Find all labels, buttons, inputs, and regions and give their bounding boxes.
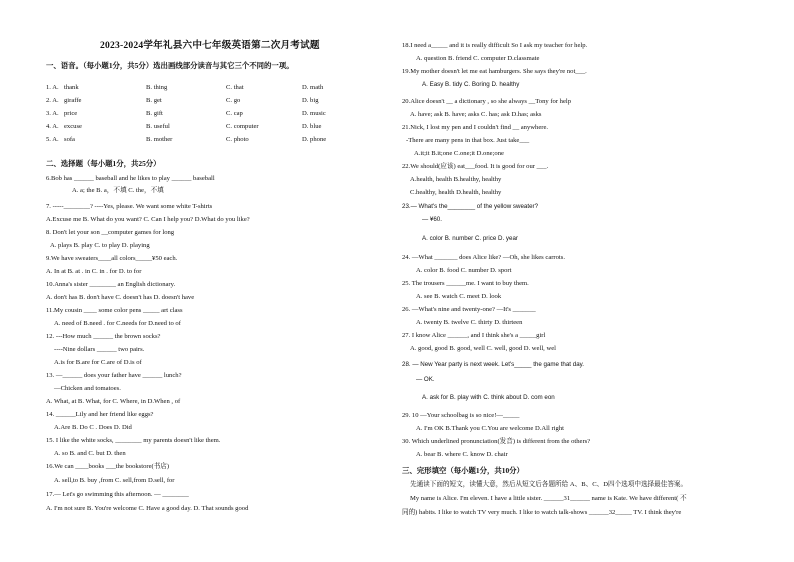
question-line: 6.Bob has ______ baseball and he likes to play ______ baseball <box>46 175 215 182</box>
question-line: A. so B. and C. but D. then <box>54 450 126 457</box>
question-line: -There are many pens in that box. Just take___ <box>406 137 530 144</box>
question-line: 27. I know Alice ______, and I think she's a _____girl <box>402 332 546 339</box>
passage-line: My name is Alice. I'm eleven. I have a little sister. ______31______ name is Kate. We have different( 不 <box>410 495 687 502</box>
passage-line: 同的) habits. I like to watch TV very much. I like to watch talk-shows ______32_____ TV. I think they're <box>402 509 682 516</box>
question-line: — ¥60. <box>422 216 442 223</box>
question-line: A. In at B. at . in C. in . for D. to for <box>46 268 142 275</box>
question-line: 9.We have sweaters____all colors_____¥50 each. <box>46 255 178 262</box>
question-line: A.it;it B.it;one C.one;it D.one;one <box>414 150 504 157</box>
question-line: A. see B. watch C. meet D. look <box>416 293 502 300</box>
question-line: A.is for B.are for C.are of D.is of <box>54 359 142 366</box>
section-1-heading: 一、语音。（每小题1分，共5分）选出画线部分读音与其它三个不同的一项。 <box>46 61 294 70</box>
passage-instruction: 先通读下面的短文，读懂大意，然后从短文后各题所给 A、B、C、D四个选项中选择最佳答案。 <box>410 481 688 488</box>
question-line: —Chicken and tomatoes. <box>54 385 121 392</box>
question-line: 28. — New Year party is next week. Let's_____ the game that day. <box>402 361 584 368</box>
question-line: 20.Alice doesn't __ a dictionary , so she always __Tony for help <box>402 98 572 105</box>
question-line: 19.My mother doesn't let me eat hamburgers. She says they're not___. <box>402 68 587 75</box>
question-line: 12. ---How much ______ the brown socks? <box>46 333 161 340</box>
question-line: A. twenty B. twelve C. thirty D. thirteen <box>416 319 523 326</box>
question-line: A.health, health B.healthy, healthy <box>410 176 502 183</box>
question-line: A. What, at B. What, for C. Where, in D.When , of <box>46 398 181 405</box>
question-line: A. color B. number C. price D. year <box>422 235 518 242</box>
question-line: 24. —What _______ does Alice like? —Oh, she likes carrots. <box>402 254 565 261</box>
question-line: A. need of B.need . for C.needs for D.need to of <box>54 320 181 327</box>
question-line: 14. ______Lily and her friend like eggs? <box>46 411 154 418</box>
question-line: 17.— Let's go swimming this afternoon. — ________ <box>46 491 189 498</box>
section-2-heading: 二、选择题（每小题1分，共25分） <box>46 159 161 168</box>
question-line: A. plays B. play C. to play D. playing <box>50 242 150 249</box>
question-line: 30. Which underlined pronunciation(发音) is different from the others? <box>402 438 591 445</box>
question-line: 23.— What's the________ of the yellow sweater? <box>402 203 539 210</box>
question-line: A. I'm OK B.Thank you C.You are welcome D.All right <box>416 425 564 432</box>
section-3-heading: 三、完形填空（每小题1分，共10分） <box>402 466 524 475</box>
question-line: 18.I need a_____ and it is really difficult So I ask my teacher for help. <box>402 42 588 49</box>
question-line: A. good, good B. good, well C. well, good D. well, wel <box>410 345 556 352</box>
question-line: A. color B. food C. number D. sport <box>416 267 512 274</box>
question-line: A. have; ask B. have; asks C. has; ask D.has; asks <box>410 111 542 118</box>
question-line: 13. —______ does your father have ______ lunch? <box>46 372 182 379</box>
question-line: 10.Anna's sister ________ an English dictionary. <box>46 281 176 288</box>
question-line: A.Are B. Do C . Does D. Did <box>54 424 132 431</box>
question-line: ----Nine dollars ______ two pairs. <box>54 346 145 353</box>
question-line: 22.We should(应该) eat___food. It is good for our ___. <box>402 163 549 170</box>
question-line: A.Excuse me B. What do you want? C. Can I help you? D.What do you like? <box>46 216 250 223</box>
exam-title: 2023-2024学年礼县六中七年级英语第二次月考试题 <box>100 40 320 51</box>
question-line: 29. 10 —Your schoolbag is so nice!—_____ <box>402 412 520 419</box>
question-line: A. question B. friend C. computer D.classmate <box>416 55 540 62</box>
question-line: A. don't has B. don't have C. doesn't has D. doesn't have <box>46 294 195 301</box>
question-line: 16.We can ____books ___the bookstore(书店) <box>46 463 170 470</box>
question-line: A. ask for B. play with C. think about D. com eon <box>422 394 555 401</box>
exam-page: 2023-2024学年礼县六中七年级英语第二次月考试题 一、语音。（每小题1分，共5分）选出画线部分读音与其它三个不同的一项。 1. A. thank B. thing C. that D. math 2. A. giraffe B. get C. go D. big 3. A. price B. gift C. cap D. music 4. A. excuse B. useful C. computer D. blue 5. A. sofa B. mother C. photo D. phone 二、选择题（每小题1分，共25分） 6.Bob has ______ baseball and he likes to play ______ baseball A. a; the B. a，不填 C. the，不填 7. -----________? ----Yes, please. We want some white T-shirts A.Excuse me B. What do you want? C. Can I help you? D.What do you like? 8. Don't let your son __computer games for long A. plays B. play C. to play D. playing 9.We have sweaters____all colors_____¥50 each. A. In at B. at . in C. in . for D. to for 10.Anna's sister ________ an English dictionary. A. don't has B. don't have C. doesn't has D. doesn't have 11.My cousin ____ some color pens _____ art class A. need of B.need . for C.needs for D.need to of 12. ---How much ______ the brown socks? ----Nine dollars ______ two pairs. A.is for B.are for C.are of D.is of 13. —______ does your father have ______ lunch? —Chicken and tomatoes. A. What, at B. What, for C. Where, in D.When , of 14. ______Lily and her friend like eggs? A.Are B. Do C . Does D. Did 15. I like the white socks, ________ my parents doesn't like them. A. so B. and C. but D. then 16.We can ____books ___the bookstore(书店) A. sell,to B. buy ,from C. sell,from D.sell, for 17.— Let's go swimming this afternoon. — ________ A. I'm not sure B. You're welcome C. Have a good day. D. That sounds good 18.I need a_____ and it is really difficult So I ask my teacher for help. A. question B. friend C. computer D.classmate 19.My mother doesn't let me eat hamburgers. She says they're not___. A. Easy B. tidy C. Boring D. healthy 20.Alice doesn't __ a dictionary , so she always __Tony for help A. have; ask B. have; asks C. has; ask D.has; asks 21.Nick, I lost my pen and I couldn't find __ anywhere. -There are many pens in that box. Just take___ A.it;it B.it;one C.one;it D.one;one 22.We should(应该) eat___food. It is good for our ___. A.health, health B.healthy, healthy C.healthy, health D.health, healthy 23.— What's the________ of the yellow sweater? — ¥60. A. color B. number C. price D. year 24. —What _______ does Alice like? —Oh, she likes carrots. A. color B. food C. number D. sport 25. The trousers ______me. I want to buy them. A. see B. watch C. meet D. look 26. —What's nine and twenty-one? —It's _______ A. twenty B. twelve C. thirty D. thirteen 27. I know Alice ______, and I think she's a _____girl A. good, good B. good, well C. well, good D. well, wel 28. — New Year party is next week. Let's_____ the game that day. — OK. A. ask for B. play with C. think about D. com eon 29. 10 —Your schoolbag is so nice!—_____ A. I'm OK B.Thank you C.You are welcome D.All right 30. Which underlined pronunciation(发音) is different from the others? A. bear B. where C. know D. chair 三、完形填空（每小题1分，共10分） 先通读下面的短文，读懂大意，然后从短文后各题所给 A、B、C、D四个选项中选择最佳答案。 My name is Alice. I'm eleven. I have a little sister. ______31______ name is Kate. We have different( 不 同的) habits. I like to watch TV very much. I like to watch talk-shows ______32_____ TV. I think they're <box>46 40 688 516</box>
question-line: C.healthy, health D.health, healthy <box>410 189 502 196</box>
question-line: A. I'm not sure B. You're welcome C. Have a good day. D. That sounds good <box>46 505 249 512</box>
question-line: 26. —What's nine and twenty-one? —It's _______ <box>402 306 536 313</box>
question-line: A. Easy B. tidy C. Boring D. healthy <box>422 81 520 88</box>
question-line: — OK. <box>416 376 435 383</box>
question-line: 11.My cousin ____ some color pens _____ art class <box>46 307 183 314</box>
question-line: 21.Nick, I lost my pen and I couldn't find __ anywhere. <box>402 124 549 131</box>
question-line: 8. Don't let your son __computer games for long <box>46 229 175 236</box>
question-line: A. sell,to B. buy ,from C. sell,from D.sell, for <box>54 477 175 484</box>
question-line: A. bear B. where C. know D. chair <box>416 451 508 458</box>
question-line: 25. The trousers ______me. I want to buy them. <box>402 280 529 287</box>
question-line: A. a; the B. a，不填 C. the，不填 <box>72 187 164 194</box>
question-line: 15. I like the white socks, ________ my parents doesn't like them. <box>46 437 221 444</box>
question-line: 7. -----________? ----Yes, please. We want some white T-shirts <box>46 203 213 210</box>
